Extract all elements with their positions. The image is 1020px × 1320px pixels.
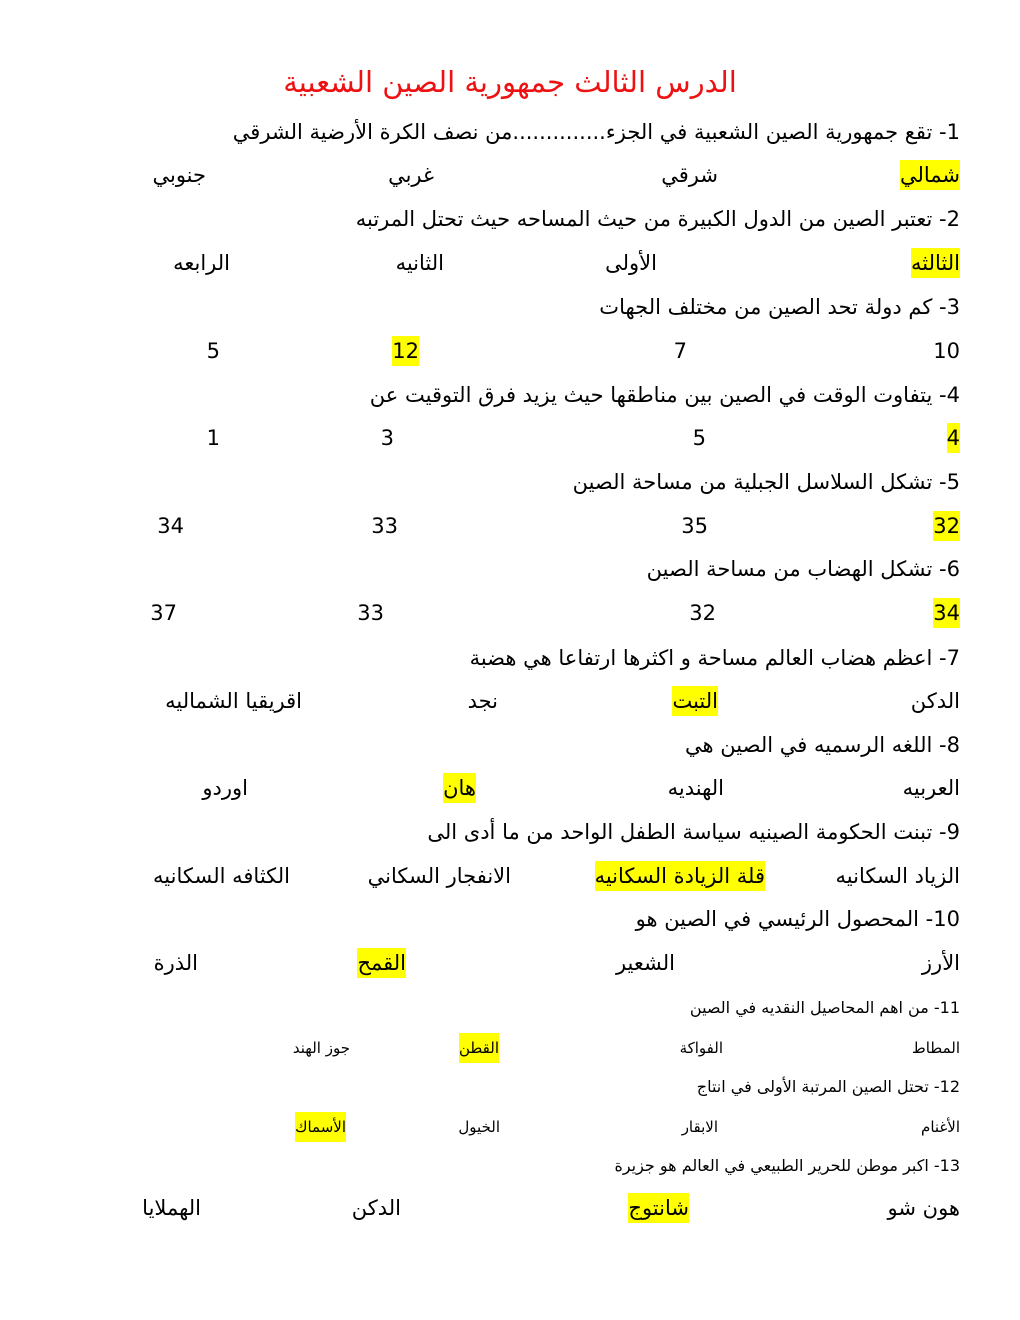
q13-option-1: هون شو	[887, 1196, 960, 1220]
q9-option-4: الكثافه السكانيه	[153, 864, 290, 888]
q10-option-4: الذرة	[153, 951, 198, 975]
q2-option-1: الثالثه	[911, 248, 960, 278]
question-10: 10- المحصول الرئيسي في الصين هو	[635, 907, 960, 931]
q3-option-2: 7	[673, 339, 687, 363]
q10-option-1: الأرز	[921, 951, 960, 975]
q13-option-3: الدكن	[351, 1196, 401, 1220]
q7-option-1: الدكن	[910, 689, 960, 713]
q13-option-2: شانتوج	[628, 1193, 689, 1223]
q12-option-4: الأسماك	[295, 1112, 346, 1142]
q9-option-3: الانفجار السكاني	[367, 864, 511, 888]
q8-option-1: العربيه	[902, 776, 960, 800]
q5-option-4: 34	[157, 514, 184, 538]
q1-option-3: غربي	[388, 163, 434, 187]
q9-option-1: الزياد السكانيه	[835, 864, 960, 888]
q7-option-4: اقريقيا الشماليه	[165, 689, 302, 713]
q4-option-3: 3	[380, 426, 394, 450]
q4-option-4: 1	[206, 426, 220, 450]
q8-option-2: الهنديه	[667, 776, 724, 800]
q8-option-3: هان	[443, 773, 476, 803]
q10-option-2: الشعير	[615, 951, 675, 975]
question-6: 6- تشكل الهضاب من مساحة الصين	[646, 557, 960, 581]
q2-option-3: الثانيه	[395, 251, 444, 275]
question-11: 11- من اهم المحاصيل النقديه في الصين	[689, 998, 960, 1017]
question-1: 1- تقع جمهورية الصين الشعبية في الجزء..............من نصف الكرة الأرضية الشرقي	[232, 120, 960, 144]
question-8: 8- اللغه الرسميه في الصين هي	[685, 733, 960, 757]
question-7: 7- اعظم هضاب العالم مساحة و اكثرها ارتفاعا هي هضبة	[469, 646, 960, 670]
question-2: 2- تعتبر الصين من الدول الكبيرة من حيث المساحه حيث تحتل المرتبه	[355, 207, 960, 231]
q1-option-2: شرقي	[661, 163, 718, 187]
q2-option-2: الأولى	[605, 251, 657, 275]
q3-option-3: 12	[392, 336, 419, 366]
q12-option-1: الأغنام	[921, 1118, 960, 1136]
q7-option-3: نجد	[467, 689, 498, 713]
question-9: 9- تبنت الحكومة الصينيه سياسة الطفل الواحد من ما أدى الى	[427, 820, 960, 844]
q4-option-1: 4	[947, 423, 960, 453]
q3-option-4: 5	[206, 339, 220, 363]
q5-option-1: 32	[933, 511, 960, 541]
q6-option-4: 37	[150, 601, 177, 625]
q2-option-4: الرابعه	[173, 251, 230, 275]
question-3: 3- كم دولة تحد الصين من مختلف الجهات	[599, 295, 960, 319]
q4-option-2: 5	[692, 426, 706, 450]
question-13: 13- اكبر موطن للحرير الطبيعي في العالم هو جزيرة	[614, 1156, 960, 1175]
q13-option-4: الهملايا	[142, 1196, 201, 1220]
q1-option-1: شمالي	[900, 160, 960, 190]
q8-option-4: اوردو	[202, 776, 248, 800]
q11-option-2: الفواكة	[679, 1039, 723, 1057]
q5-option-3: 33	[371, 514, 398, 538]
q6-option-2: 32	[689, 601, 716, 625]
q6-option-3: 33	[357, 601, 384, 625]
q1-option-4: جنوبي	[152, 163, 206, 187]
q6-option-1: 34	[933, 598, 960, 628]
q9-option-2: قلة الزيادة السكانيه	[595, 861, 765, 891]
q11-option-1: المطاط	[911, 1039, 960, 1057]
q12-option-2: الابقار	[681, 1118, 718, 1136]
q11-option-3: القطن	[459, 1033, 499, 1063]
question-12: 12- تحتل الصين المرتبة الأولى في انتاج	[696, 1077, 960, 1096]
q11-option-4: جوز الهند	[292, 1039, 350, 1057]
q10-option-3: القمح	[357, 948, 406, 978]
q7-option-2: التبت	[672, 686, 718, 716]
q5-option-2: 35	[681, 514, 708, 538]
question-4: 4- يتفاوت الوقت في الصين بين مناطقها حيث يزيد فرق التوقيت عن	[369, 383, 960, 407]
question-5: 5- تشكل السلاسل الجبلية من مساحة الصين	[572, 470, 960, 494]
page-title: الدرس الثالث جمهورية الصين الشعبية	[283, 65, 737, 99]
q12-option-3: الخيول	[458, 1118, 500, 1136]
q3-option-1: 10	[933, 339, 960, 363]
